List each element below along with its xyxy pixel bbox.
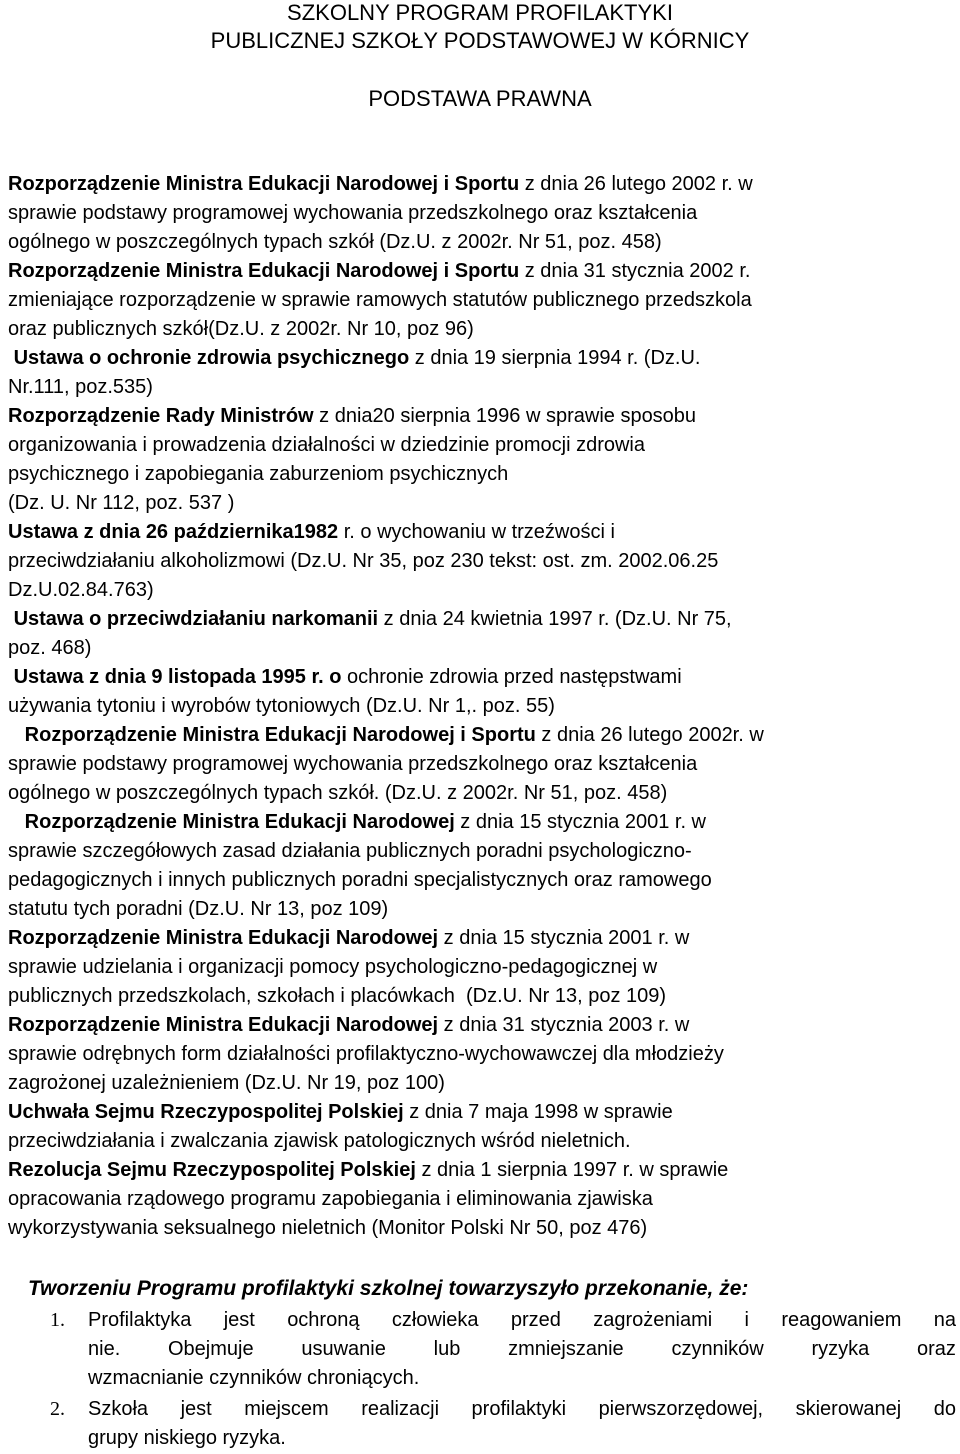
legal-act-text: z dnia 31 stycznia 2003 r. w bbox=[438, 1014, 690, 1036]
legal-basis-line bbox=[8, 779, 958, 808]
legal-basis-line bbox=[8, 866, 958, 895]
legal-basis-line bbox=[8, 402, 958, 431]
legal-basis-line bbox=[8, 1040, 958, 1069]
legal-act-name: Rozporządzenie Rady Ministrów bbox=[8, 405, 314, 427]
legal-basis-line bbox=[8, 837, 958, 866]
legal-basis-line bbox=[8, 576, 958, 605]
list-line: grupy niskiego ryzyka. bbox=[88, 1427, 286, 1449]
legal-basis-line bbox=[8, 1185, 958, 1214]
legal-basis-line bbox=[8, 1011, 958, 1040]
legal-act-text: z dnia 1 sierpnia 1997 r. w sprawie bbox=[415, 1159, 729, 1181]
document-title: SZKOLNY PROGRAM PROFILAKTYKI bbox=[287, 0, 673, 25]
legal-act-text: opracowania rządowego programu zapobiegania i eliminowania zjawiska bbox=[8, 1188, 653, 1210]
legal-basis-line bbox=[8, 518, 958, 547]
legal-act-name: Rozporządzenie Ministra Edukacji Narodowej i Sportu bbox=[24, 724, 536, 746]
legal-basis-line bbox=[8, 663, 958, 692]
legal-act-text: sprawie podstawy programowej wychowania przedszkolnego oraz kształcenia bbox=[8, 202, 698, 224]
legal-act-text: publicznych przedszkolach, szkołach i placówkach (Dz.U. Nr 13, poz 109) bbox=[8, 985, 667, 1007]
legal-basis-line bbox=[8, 895, 958, 924]
legal-act-text: z dnia 26 lutego 2002r. w bbox=[535, 724, 764, 746]
legal-basis-line bbox=[8, 344, 958, 373]
legal-basis-line bbox=[8, 228, 958, 257]
legal-act-name: Rozporządzenie Ministra Edukacji Narodowej bbox=[24, 811, 455, 833]
legal-act-text: ogólnego w poszczególnych typach szkół (Dz.U. z 2002r. Nr 51, poz. 458) bbox=[8, 231, 662, 253]
section-title: PODSTAWA PRAWNA bbox=[368, 86, 592, 111]
legal-act-text: organizowania i prowadzenia działalności w dziedzinie promocji zdrowia bbox=[8, 434, 645, 456]
legal-act-text: wykorzystywania seksualnego nieletnich (Monitor Polski Nr 50, poz 476) bbox=[8, 1217, 648, 1239]
legal-basis-line bbox=[8, 1127, 958, 1156]
legal-act-text: Nr.111, poz.535) bbox=[8, 376, 153, 398]
legal-act-text: z dnia 15 stycznia 2001 r. w bbox=[454, 811, 706, 833]
list-line: nie. Obejmuje usuwanie lub zmniejszanie czynników ryzyka oraz bbox=[88, 1338, 956, 1360]
legal-basis-line bbox=[8, 1069, 958, 1098]
legal-basis-line bbox=[8, 286, 958, 315]
legal-act-text: sprawie podstawy programowej wychowania przedszkolnego oraz kształcenia bbox=[8, 753, 698, 775]
legal-act-text: r. o wychowaniu w trzeźwości i bbox=[338, 521, 615, 543]
legal-basis-line bbox=[8, 257, 958, 286]
list-line: Szkoła jest miejscem realizacji profilaktyki pierwszorzędowej, skierowanej do bbox=[88, 1398, 956, 1420]
legal-act-text: z dnia 24 kwietnia 1997 r. (Dz.U. Nr 75, bbox=[378, 608, 732, 630]
legal-act-text: z dnia 31 stycznia 2002 r. bbox=[519, 260, 751, 282]
list-number: 2. bbox=[50, 1398, 65, 1420]
legal-basis-line bbox=[8, 953, 958, 982]
list-line: wzmacnianie czynników chroniących. bbox=[88, 1367, 420, 1389]
legal-act-text: poz. 468) bbox=[8, 637, 92, 659]
legal-act-name: Uchwała Sejmu Rzeczypospolitej Polskiej bbox=[8, 1101, 404, 1123]
legal-basis-line bbox=[8, 547, 958, 576]
legal-act-name: Rozporządzenie Ministra Edukacji Narodowej bbox=[8, 1014, 439, 1036]
legal-act-name: Ustawa z dnia 26 października1982 bbox=[8, 521, 339, 543]
legal-act-name: Rozporządzenie Ministra Edukacji Narodowej bbox=[8, 927, 439, 949]
legal-act-text: (Dz. U. Nr 112, poz. 537 ) bbox=[8, 492, 235, 514]
legal-basis-line bbox=[8, 924, 958, 953]
legal-basis-line bbox=[8, 170, 958, 199]
legal-act-name: Ustawa z dnia 9 listopada 1995 r. o bbox=[13, 666, 342, 688]
legal-act-text: z dnia20 sierpnia 1996 w sprawie sposobu bbox=[313, 405, 697, 427]
legal-basis-line bbox=[8, 721, 958, 750]
legal-act-name: Rezolucja Sejmu Rzeczypospolitej Polskiej bbox=[8, 1159, 416, 1181]
legal-act-text: pedagogicznych i innych publicznych poradni specjalistycznych oraz ramowego bbox=[8, 869, 712, 891]
legal-act-name: Ustawa o ochronie zdrowia psychicznego bbox=[13, 347, 410, 369]
conviction-lead: Tworzeniu Programu profilaktyki szkolnej towarzyszyło przekonanie, że: bbox=[28, 1277, 749, 1300]
legal-basis-list bbox=[8, 170, 958, 1243]
legal-act-text: ogólnego w poszczególnych typach szkół. (Dz.U. z 2002r. Nr 51, poz. 458) bbox=[8, 782, 668, 804]
legal-act-text: oraz publicznych szkół(Dz.U. z 2002r. Nr 10, poz 96) bbox=[8, 318, 474, 340]
legal-act-text: z dnia 7 maja 1998 w sprawie bbox=[403, 1101, 673, 1123]
legal-act-text: z dnia 19 sierpnia 1994 r. (Dz.U. bbox=[409, 347, 701, 369]
legal-act-text: zagrożonej uzależnieniem (Dz.U. Nr 19, poz 100) bbox=[8, 1072, 445, 1094]
legal-act-text: statutu tych poradni (Dz.U. Nr 13, poz 109) bbox=[8, 898, 389, 920]
legal-act-text: z dnia 26 lutego 2002 r. w bbox=[519, 173, 753, 195]
legal-act-text: przeciwdziałaniu alkoholizmowi (Dz.U. Nr 35, poz 230 tekst: ost. zm. 2002.06.25 bbox=[8, 550, 719, 572]
legal-act-text: sprawie odrębnych form działalności profilaktyczno-wychowawczej dla młodzieży bbox=[8, 1043, 724, 1065]
document-subtitle: PUBLICZNEJ SZKOŁY PODSTAWOWEJ W KÓRNICY bbox=[210, 28, 750, 53]
legal-basis-line bbox=[8, 982, 958, 1011]
legal-basis-line bbox=[8, 1098, 958, 1127]
legal-act-text: Dz.U.02.84.763) bbox=[8, 579, 154, 601]
legal-act-text: używania tytoniu i wyrobów tytoniowych (Dz.U. Nr 1,. poz. 55) bbox=[8, 695, 555, 717]
legal-act-name: Rozporządzenie Ministra Edukacji Narodowej i Sportu bbox=[8, 173, 520, 195]
legal-act-name: Ustawa o przeciwdziałaniu narkomanii bbox=[13, 608, 379, 630]
legal-act-text: ochronie zdrowia przed następstwami bbox=[341, 666, 682, 688]
legal-act-text: z dnia 15 stycznia 2001 r. w bbox=[438, 927, 690, 949]
legal-basis-line bbox=[8, 1156, 958, 1185]
legal-basis-line bbox=[8, 750, 958, 779]
legal-basis-line bbox=[8, 460, 958, 489]
legal-basis-line bbox=[8, 373, 958, 402]
legal-basis-line bbox=[8, 199, 958, 228]
list-number: 1. bbox=[50, 1309, 65, 1331]
legal-basis-line bbox=[8, 605, 958, 634]
legal-basis-line bbox=[8, 489, 958, 518]
legal-basis-line bbox=[8, 808, 958, 837]
legal-act-text: psychicznego i zapobiegania zaburzeniom psychicznych bbox=[8, 463, 509, 485]
legal-act-text: sprawie udzielania i organizacji pomocy psychologiczno-pedagogicznej w bbox=[8, 956, 658, 978]
legal-basis-line bbox=[8, 315, 958, 344]
legal-basis-line bbox=[8, 634, 958, 663]
legal-basis-line bbox=[8, 1214, 958, 1243]
legal-basis-line bbox=[8, 431, 958, 460]
legal-act-text: sprawie szczegółowych zasad działania publicznych poradni psychologiczno- bbox=[8, 840, 692, 862]
legal-basis-line bbox=[8, 692, 958, 721]
legal-act-text: zmieniające rozporządzenie w sprawie ramowych statutów publicznego przedszkola bbox=[8, 289, 752, 311]
list-line: Profilaktyka jest ochroną człowieka przed zagrożeniami i reagowaniem na bbox=[88, 1309, 956, 1331]
legal-act-text: przeciwdziałania i zwalczania zjawisk patologicznych wśród nieletnich. bbox=[8, 1130, 631, 1152]
legal-act-name: Rozporządzenie Ministra Edukacji Narodowej i Sportu bbox=[8, 260, 520, 282]
